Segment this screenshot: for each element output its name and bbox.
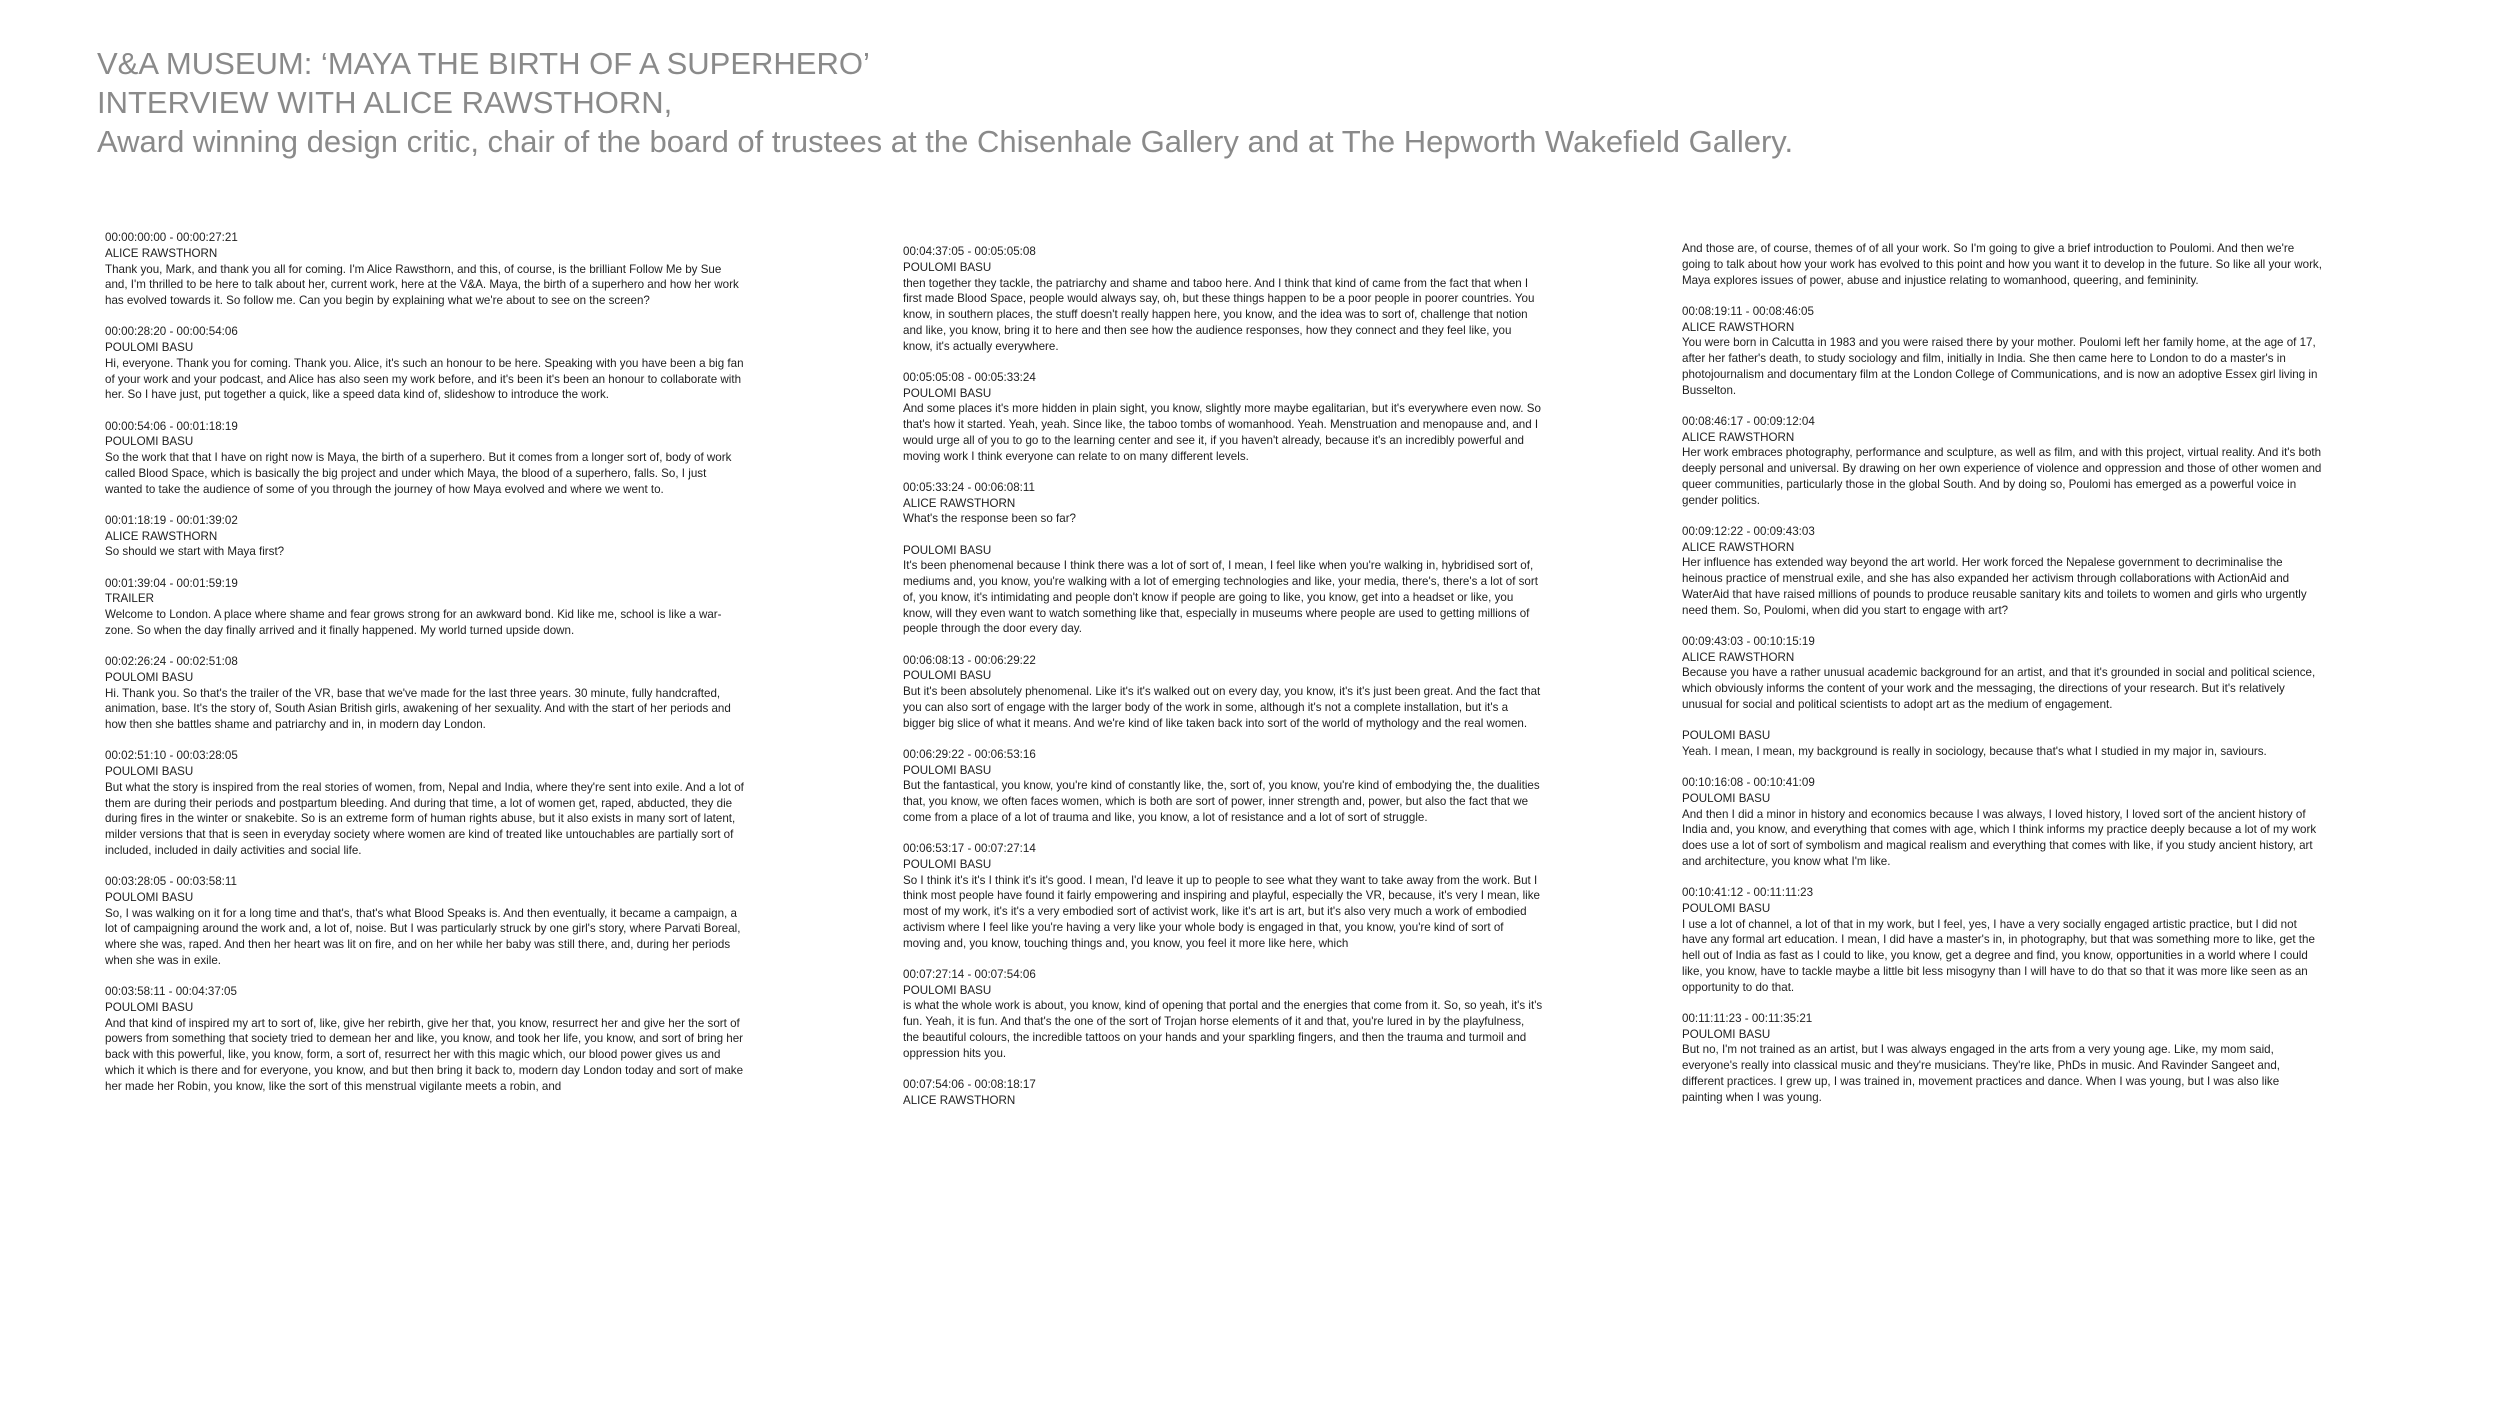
timecode: 00:03:58:11 - 00:04:37:05 — [105, 985, 237, 998]
transcript-entry — [903, 967, 1543, 1062]
transcript-text: I use a lot of channel, a lot of that in my work, but I feel, yes, I have a very socially engaged artistic practice, but I did not have any formal art education. I mean, I did have a master's in, in photography, but that was something more to like, get the hell out of India as fast as I could to like, you know, get a degree and find, you know, opportunities in a world where I could like, you know, have to tackle maybe a little bit less misogyny than I will have to do that so that it was more like seen as an opportunity to do that. — [1682, 917, 2315, 994]
timecode: 00:06:29:22 - 00:06:53:16 — [903, 747, 1036, 761]
transcript-text: then together they tackle, the patriarchy and shame and taboo here. And I think that kind of came from the fact that when I first made Blood Space, people would always say, oh, but these things happen to be a poor people in poorer countries. You know, in southern places, the stuff doesn't really happen here, you know, and the idea was to sort of, challenge that notion and like, you know, bring it to here and then see how the audience responses, how they connect and they feel like, you know, it's actually everywhere. — [903, 276, 1535, 353]
transcript-entry — [1682, 414, 2322, 509]
timecode: 00:05:33:24 - 00:06:08:11 — [903, 480, 1035, 494]
transcript-entry — [1682, 1011, 2322, 1106]
timecode: 00:09:12:22 - 00:09:43:03 — [1682, 524, 1815, 538]
speaker-name: POULOMI BASU — [105, 1000, 194, 1014]
transcript-entry — [105, 654, 745, 733]
timecode: 00:01:18:19 - 00:01:39:02 — [105, 513, 238, 527]
transcript-text: But what the story is inspired from the real stories of women, from, Nepal and India, where they're sent into exile. And a lot of them are during their periods and postpartum bleeding. And during that time, a lot of women get, raped, abducted, they die during fires in the winter or snakebite. So is an extreme form of human rights abuse, but it also exists in many sort of latent, milder versions that that is seen in everyday society where women are kind of treated like untouchables are partially sort of included, included in daily activities and social life. — [105, 780, 744, 857]
timecode: 00:00:28:20 - 00:00:54:06 — [105, 325, 238, 339]
transcript-column-2 — [903, 244, 1543, 1124]
speaker-name: ALICE RAWSTHORN — [1682, 430, 1795, 444]
transcript-entry — [1682, 775, 2322, 870]
transcript-text: But the fantastical, you know, you're kind of constantly like, the, sort of, you know, you're kind of embodying the, the dualities that, you know, we often faces women, which is both are sort of power, inner strength and, power, but also the fact that we come from a place of a lot of trauma and like, you know, a lot of resistance and a lot of sort of struggle. — [903, 779, 1540, 824]
transcript-text: It's been phenomenal because I think there was a lot of sort of, I mean, I feel like when you're walking in, hybridised sort of, mediums and, you know, you're walking with a lot of emerging technologies and like, your media, there's, there's a lot of sort of, you know, it's intimidating and people don't know if people are going to like, you know, get into a headset or like, you know, will they even want to watch something like that, especially in museums where people are used to getting millions of people through the door every day. — [903, 559, 1538, 636]
transcript-entry — [903, 543, 1543, 638]
transcript-entry — [1682, 304, 2322, 399]
transcript-column-1 — [105, 230, 745, 1110]
transcript-text: Hi, everyone. Thank you for coming. Thank you. Alice, it's such an honour to be here. Speaking with you have been a big fan of your work and your podcast, and Alice has also seen my work before, and it's been it's been an honour to collaborate with her. So I have just, put together a quick, like a speed data kind of, slideshow to introduce the work. — [105, 356, 744, 402]
transcript-entry — [105, 984, 745, 1094]
speaker-name: POULOMI BASU — [903, 386, 992, 400]
speaker-name: POULOMI BASU — [903, 763, 992, 777]
transcript-entry — [105, 419, 745, 498]
transcript-column-3 — [1682, 241, 2322, 1121]
timecode: 00:03:28:05 - 00:03:58:11 — [105, 875, 237, 888]
transcript-text: And then I did a minor in history and economics because I was always, I loved history, I loved sort of the ancient history of India and, you know, and everything that comes with age, which I think informs my practice deeply because a lot of my work does use a lot of sort of symbolism and magical realism and everything that comes with like, if you study ancient history, art and architecture, you know what I'm like. — [1682, 807, 2317, 868]
speaker-name: POULOMI BASU — [903, 669, 992, 683]
transcript-entry — [1682, 241, 2322, 288]
speaker-name: POULOMI BASU — [105, 341, 194, 354]
speaker-name: ALICE RAWSTHORN — [1682, 650, 1795, 664]
transcript-entry — [105, 230, 745, 309]
speaker-name: ALICE RAWSTHORN — [903, 1093, 1016, 1107]
transcript-entry — [903, 747, 1543, 826]
speaker-name: TRAILER — [105, 592, 154, 606]
transcript-entry — [903, 370, 1543, 465]
speaker-name: POULOMI BASU — [1682, 791, 1771, 805]
timecode: 00:10:16:08 - 00:10:41:09 — [1682, 776, 1815, 789]
speaker-name: POULOMI BASU — [903, 260, 992, 274]
transcript-entry — [903, 244, 1543, 354]
transcript-text: Thank you, Mark, and thank you all for coming. I'm Alice Rawsthorn, and this, of course, is the brilliant Follow Me by Sue and, I'm thrilled to be here to talk about her, current work, here at the V&A. Maya, the birth of a superhero and how her work has evolved towards it. So follow me. Can you begin by explaining what we're about to see on the screen? — [105, 262, 739, 307]
timecode: 00:06:08:13 - 00:06:29:22 — [903, 653, 1036, 667]
speaker-name: POULOMI BASU — [1682, 901, 1771, 915]
transcript-entry — [105, 576, 745, 639]
transcript-text: And those are, of course, themes of of all your work. So I'm going to give a brief introduction to Poulomi. And then we're going to talk about how your work has evolved to this point and how you want it to develop in the future. So like all your work, Maya explores issues of power, abuse and injustice relating to womanhood, queering, and femininity. — [1682, 242, 2322, 287]
timecode: 00:08:46:17 - 00:09:12:04 — [1682, 414, 1815, 428]
transcript-text: So, I was walking on it for a long time and that's, that's what Blood Speaks is. And then eventually, it became a campaign, a lot of campaigning around the work and, a lot of, noise. But I was particularly struck by one girl's story, where Parvati Boreal, where she was, raped. And then her heart was lit on fire, and on her while her baby was still there, and, during her periods when she was in exile. — [105, 906, 741, 967]
timecode: 00:07:54:06 - 00:08:18:17 — [903, 1077, 1036, 1091]
subtitle-line: INTERVIEW WITH ALICE RAWSTHORN, — [97, 85, 673, 120]
transcript-entry — [903, 480, 1543, 527]
transcript-text: Her influence has extended way beyond the art world. Her work forced the Nepalese government to decriminalise the heinous practice of menstrual exile, and she has also expanded her activism through collaborations with ActionAid and WaterAid that have raised millions of pounds to produce reusable sanitary kits and toilets to women and girls who urgently need them. So, Poulomi, when did you start to engage with art? — [1682, 556, 2307, 617]
speaker-name: ALICE RAWSTHORN — [105, 246, 218, 260]
speaker-name: POULOMI BASU — [903, 857, 992, 871]
transcript-text: But it's been absolutely phenomenal. Like it's it's walked out on every day, you know, it's it's just been great. And the fact that you can also sort of engage with the larger body of the work in some, although it's not a complete installation, but it's a bigger big slice of what it means. And we're kind of like taken back into sort of the world of mythology and the real women. — [903, 685, 1541, 730]
speaker-name: ALICE RAWSTHORN — [105, 529, 218, 543]
transcript-text: And some places it's more hidden in plain sight, you know, slightly more maybe egalitarian, but it's everywhere even now. So that's how it started. Yeah, yeah. Since like, the taboo tombs of womanhood. Yeah. Menstruation and menopause and, and I would urge all of you to go to the learning center and see it, if you haven't already, because it's an incredibly powerful and moving work I think everyone can relate to on many different levels. — [903, 402, 1541, 463]
transcript-entry — [1682, 728, 2322, 760]
document-header — [97, 44, 2397, 161]
speaker-name: POULOMI BASU — [1682, 729, 1771, 742]
speaker-name: ALICE RAWSTHORN — [1682, 320, 1795, 334]
timecode: 00:04:37:05 - 00:05:05:08 — [903, 245, 1036, 258]
transcript-entry — [105, 513, 745, 560]
timecode: 00:09:43:03 - 00:10:15:19 — [1682, 634, 1815, 648]
timecode: 00:00:00:00 - 00:00:27:21 — [105, 231, 238, 244]
speaker-name: POULOMI BASU — [105, 765, 194, 778]
transcript-text: Hi. Thank you. So that's the trailer of the VR, base that we've made for the last three years. 30 minute, fully handcrafted, animation, base. It's the story of, South Asian British girls, awakening of her sexuality. And with the start of her periods and how then she battles shame and patriarchy and in, in modern day London. — [105, 686, 731, 731]
timecode: 00:07:27:14 - 00:07:54:06 — [903, 967, 1036, 981]
transcript-text: So the work that that I have on right now is Maya, the birth of a superhero. But it comes from a longer sort of, body of work called Blood Space, which is basically the big project and under which Maya, the blood of a superhero, falls. So, I just wanted to take the audience of some of you through the journey of how Maya evolved and where we went to. — [105, 451, 732, 496]
transcript-entry — [903, 1077, 1543, 1109]
transcript-text: What's the response been so far? — [903, 512, 1077, 526]
timecode: 00:05:05:08 - 00:05:33:24 — [903, 370, 1036, 384]
transcript-entry — [903, 653, 1543, 732]
transcript-text: And that kind of inspired my art to sort of, like, give her rebirth, give her that, you know, resurrect her and give her the sort of powers from something that society tried to demean her and like, you know, and took her life, you know, and sort of bring her back with this powerful, like, you know, form, a sort of, resurrect her with this magic which, our blood power gives us and which it which is there and for everyone, you know, and but then bring it back to, modern day London today and sort of make her made her Robin, you know, like the sort of this menstrual vigilante meets a robin, and — [105, 1016, 744, 1093]
transcript-text: You were born in Calcutta in 1983 and you were raised there by your mother. Poulomi left her family home, at the age of 17, after her father's death, to study sociology and film, initially in India. She then came here to London to do a master's in photojournalism and documentary film at the London College of Communications, and is now an adoptive Essex girl living in Busselton. — [1682, 336, 2318, 397]
speaker-name: POULOMI BASU — [105, 890, 194, 904]
speaker-name: ALICE RAWSTHORN — [1682, 540, 1795, 554]
speaker-name: POULOMI BASU — [105, 435, 194, 449]
timecode: 00:11:11:23 - 00:11:35:21 — [1682, 1011, 1813, 1025]
transcript-text: So should we start with Maya first? — [105, 545, 285, 559]
timecode: 00:02:26:24 - 00:02:51:08 — [105, 655, 238, 668]
transcript-entry — [1682, 885, 2322, 995]
transcript-entry — [105, 324, 745, 403]
speaker-name: POULOMI BASU — [1682, 1027, 1771, 1041]
transcript-text: So I think it's it's I think it's it's good. I mean, I'd leave it up to people to see what they want to take away from the work. But I think most people have found it fairly empowering and inspiring and playful, especially the VR, because, it's very I mean, like most of my work, it's it's a very embodied sort of activist work, like it's art is art, but it's also very much a work of embodied activism where I feel like you're having a very like your whole body is engaged in that, you know, you're kind of sort of moving and, you know, touching things and, you know, you feel it more like here, which — [903, 873, 1540, 950]
transcript-text: But no, I'm not trained as an artist, but I was always engaged in the arts from a very young age. Like, my mom said, everyone's really into classical music and they're musicians. They're like, PhDs in music. And Ravinder Sangeet and, different practices. I grew up, I was trained in, movement practices and dance. When I was young, but I was also like painting when I was young. — [1682, 1043, 2280, 1104]
timecode: 00:00:54:06 - 00:01:18:19 — [105, 419, 238, 433]
transcript-text: Welcome to London. A place where shame and fear grows strong for an awkward bond. Kid like me, school is like a war-zone. So when the day finally arrived and it finally happened. My world turned upside down. — [105, 608, 722, 637]
description-line: Award winning design critic, chair of the board of trustees at the Chisenhale Gallery and at The Hepworth Wakefield Gallery. — [97, 124, 1794, 159]
transcript-entry — [105, 874, 745, 969]
timecode: 00:08:19:11 - 00:08:46:05 — [1682, 304, 1814, 318]
timecode: 00:01:39:04 - 00:01:59:19 — [105, 576, 238, 590]
timecode: 00:10:41:12 - 00:11:11:23 — [1682, 886, 1814, 899]
transcript-entry — [105, 748, 745, 858]
transcript-entry — [903, 841, 1543, 951]
speaker-name: ALICE RAWSTHORN — [903, 496, 1016, 510]
transcript-text: is what the whole work is about, you know, kind of opening that portal and the energies that come from it. So, so yeah, it's it's fun. Yeah, it is fun. And that's the one of the sort of Trojan horse elements of it and that, you're lured in by the playfulness, the beautiful colours, the incredible tattoos on your hands and your sparkling fingers, and then the trauma and turmoil and oppression hits you. — [903, 999, 1543, 1060]
transcript-text: Because you have a rather unusual academic background for an artist, and that it's grounded in social and political science, which obviously informs the content of your work and the messaging, the directions of your research. But it's relatively unusual for social and political scientists to adopt art as the medium of engagement. — [1682, 666, 2316, 711]
timecode: 00:02:51:10 - 00:03:28:05 — [105, 749, 238, 763]
speaker-name: POULOMI BASU — [903, 543, 992, 557]
speaker-name: POULOMI BASU — [903, 983, 992, 997]
title-line: V&A MUSEUM: ‘MAYA THE BIRTH OF A SUPERHERO’ — [97, 46, 870, 81]
transcript-text: Yeah. I mean, I mean, my background is really in sociology, because that's what I studied in my major in, saviours. — [1682, 744, 2267, 758]
transcript-entry — [1682, 634, 2322, 713]
speaker-name: POULOMI BASU — [105, 670, 194, 684]
timecode: 00:06:53:17 - 00:07:27:14 — [903, 842, 1036, 855]
transcript-text: Her work embraces photography, performance and sculpture, as well as film, and with this project, virtual reality. And it's both deeply personal and universal. By drawing on her own experience of violence and oppression and those of other women and queer communities, particularly those in the global South. And by doing so, Poulomi has emerged as a powerful voice in gender politics. — [1682, 446, 2322, 507]
transcript-entry — [1682, 524, 2322, 619]
